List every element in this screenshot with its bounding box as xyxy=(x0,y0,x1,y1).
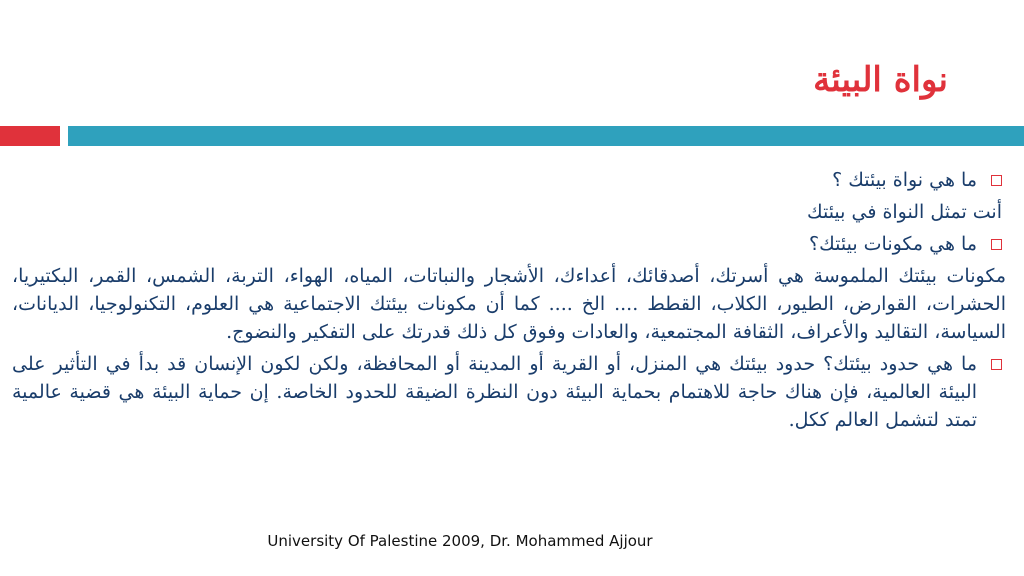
square-bullet-icon xyxy=(991,359,1002,370)
slide-title: نواة البيئة xyxy=(813,60,948,100)
slide-footer xyxy=(0,532,1024,550)
answer-line: أنت تمثل النواة في بيئتك xyxy=(806,201,1002,223)
bullet-item xyxy=(12,230,1006,258)
square-bullet-icon xyxy=(991,239,1002,250)
slide-body xyxy=(12,166,1006,438)
components-paragraph: مكونات بيئتك الملموسة هي أسرتك، أصدقائك، أعداءك، الأشجار والنباتات، المياه، الهواء، التربة، الشمس، القمر، البكتيريا، الحشرات، القوارض، الطيور، الكلاب، القطط .... الخ .... كما أن مكونات بيئتك الاجتماعية هي العلوم، التكنولوجيا، الديانات، السياسة، التقاليد والأعراف، الثقافة المجتمعية، والعادات وفوق كل ذلك قدرتك على التفكير والنضوج. xyxy=(12,265,1006,343)
bullet-text: ما هي حدود بيئتك؟ حدود بيئتك هي المنزل، أو القرية أو المدينة أو المحافظة، ولكن لكون الإنسان قد بدأ في التأثير على البيئة العالمية، فإن هناك حاجة للاهتمام بحماية البيئة دون النظرة الضيقة للحدود الخاصة. إن حماية البيئة هي قضية عالمية تمتد لتشمل العالم ككل. xyxy=(12,353,977,431)
bullet-item xyxy=(12,166,1006,194)
square-bullet-icon xyxy=(991,175,1002,186)
bullet-item xyxy=(12,350,1006,434)
accent-bar-blue xyxy=(68,126,1024,146)
bullet-text: ما هي نواة بيئتك ؟ xyxy=(832,169,977,191)
footer-text: University Of Palestine 2009, Dr. Mohammed Ajjour xyxy=(267,532,653,550)
bullet-text: ما هي مكونات بيئتك؟ xyxy=(809,233,977,255)
accent-bar-red xyxy=(0,126,60,146)
